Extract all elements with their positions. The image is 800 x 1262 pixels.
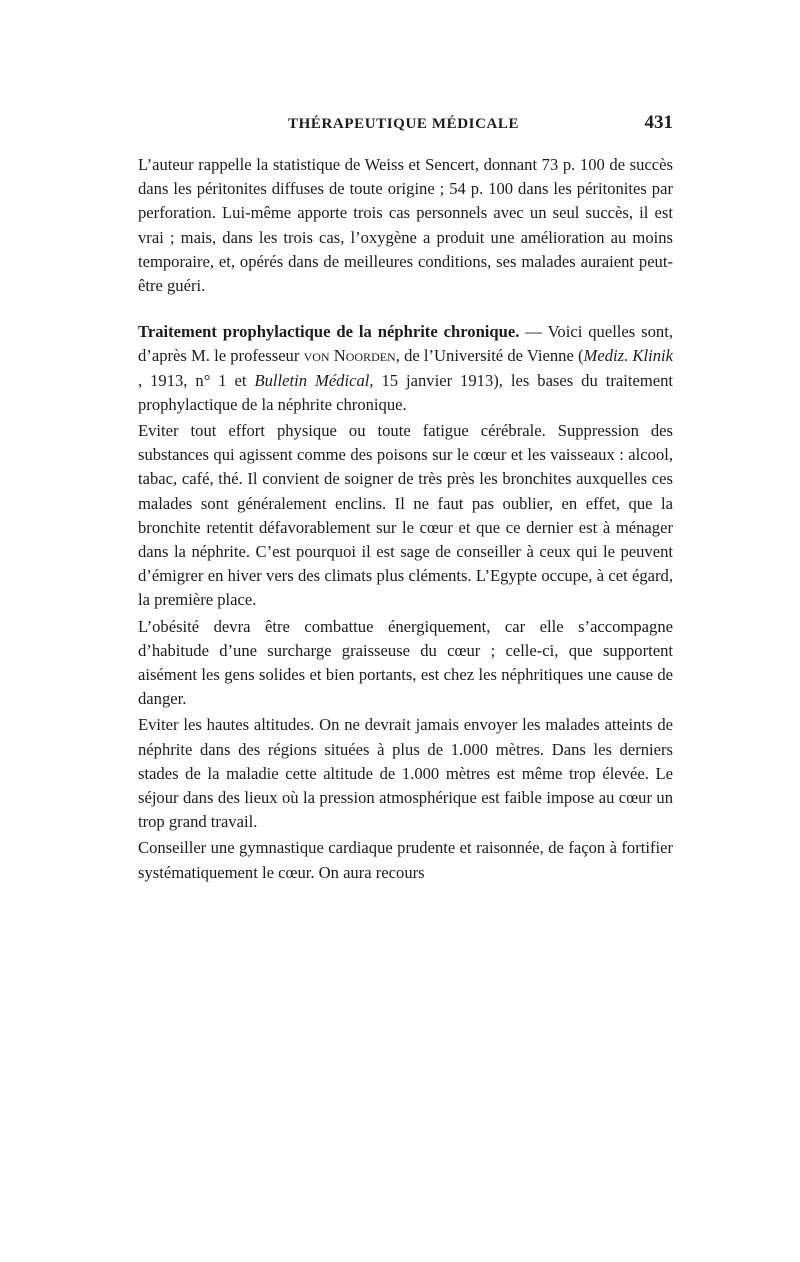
page-number: 431 xyxy=(644,112,673,133)
section-end-text: 15 janvier 1913), les bases du traitement prophylactique de la néphrite chronique. xyxy=(138,370,673,414)
journal-citation-1: Mediz. Klinik xyxy=(583,346,673,366)
paragraph-statistics: L’auteur rappelle la statistique de Weiss et Sencert, donnant 73 p. 100 de succès dans les péritonites diffuses de toute origine ; 54 p. 100 dans les péritonites par perforation. Lui-même apporte trois cas personnels avec un seul succès, il est vrai ; mais, dans les trois cas, l’oxygène a produit une amélioration au moins temporaire, et, opérés dans de meilleures conditions, ses malades auraient peut-être guéri. xyxy=(138,155,673,296)
section-title: Traitement prophylactique de la néphrite chronique. xyxy=(138,322,520,342)
paragraph-gymnastics: Conseiller une gymnastique cardiaque prudente et raisonnée, de façon à fortifier systématiquement le cœur. On aura recours xyxy=(138,838,673,882)
section-lead-text: — Voici quelles sont, d’après M. le professeur xyxy=(138,322,673,366)
section-mid-text: , de l’Université de Vienne ( xyxy=(395,346,584,366)
running-title: THÉRAPEUTIQUE MÉDICALE xyxy=(288,116,520,132)
journal-citation-2: Bulletin Médical, xyxy=(254,370,374,390)
section-paragraph-prophylaxis xyxy=(138,320,673,417)
paragraph-altitude: Eviter les hautes altitudes. On ne devrait jamais envoyer les malades atteints de néphrite dans des régions situées à plus de 1.000 mètres. Dans les derniers stades de la maladie cette altitude de 1.000 mètres est même trop élevée. Le séjour dans des lieux où la pression atmosphérique est faible impose au cœur un trop grand travail. xyxy=(138,715,673,832)
author-name: von Noorden xyxy=(303,346,396,366)
paragraph-effort: Eviter tout effort physique ou toute fatigue cérébrale. Suppression des substances qui agissent comme des poisons sur le cœur et les vaisseaux : alcool, tabac, café, thé. Il convient de soigner de très près les bronchites auxquelles ces malades sont généralement enclins. Il ne faut pas oublier, en effet, que la bronchite retentit défavorablement sur le cœur et que ce dernier est à ménager dans la néphrite. C’est pourquoi il est sage de conseiller à ceux qui le peuvent d’émigrer en hiver vers des climats plus cléments. L’Egypte occupe, à cet égard, la première place. xyxy=(138,421,673,610)
paragraph-obesity: L’obésité devra être combattue énergiquement, car elle s’accompagne d’habitude d’une surcharge graisseuse du cœur ; celle-ci, que supportent aisément les gens solides et bien portants, est chez les néphritiques une cause de danger. xyxy=(138,616,673,709)
running-head xyxy=(138,108,673,138)
document-page xyxy=(138,108,673,885)
section-mid-text-2: , 1913, n° 1 et xyxy=(138,370,255,390)
